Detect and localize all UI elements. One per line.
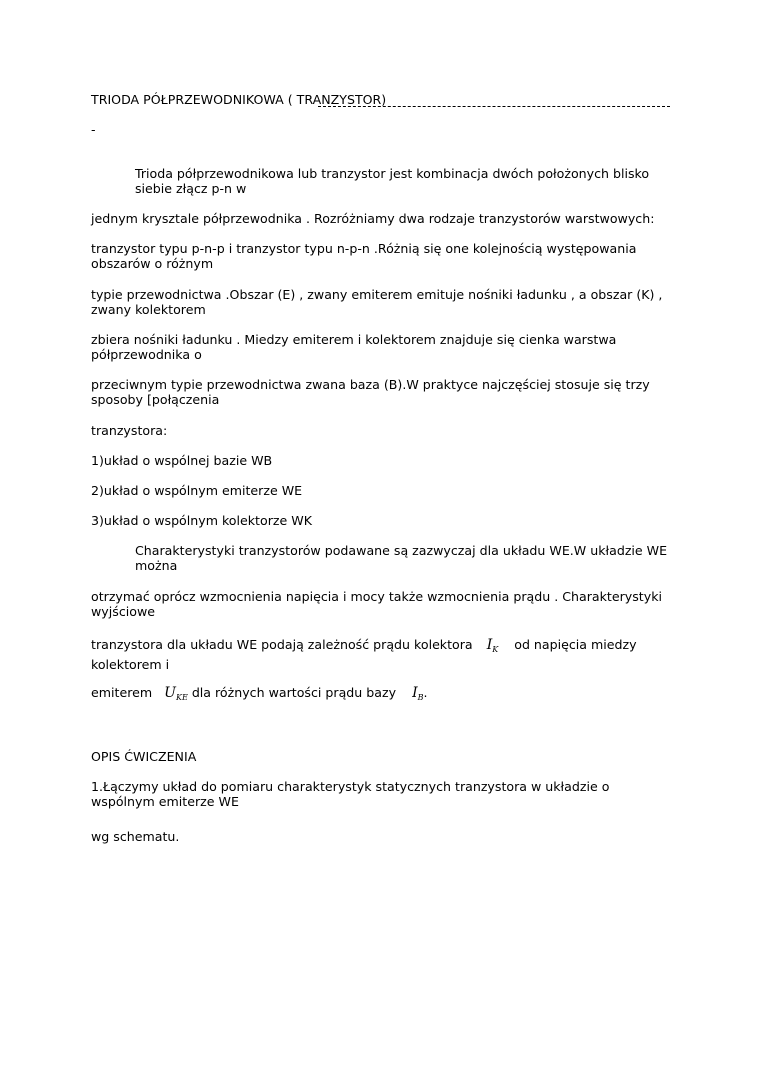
paragraph-line-4: typie przewodnictwa .Obszar (E) , zwany emiterem emituje nośniki ładunku , a obszar (K) , zwany kolektorem bbox=[91, 287, 663, 317]
paragraph-line-2: jednym krysztale półprzewodnika . Rozróżniamy dwa rodzaje tranzystorów warstwowych: bbox=[91, 211, 655, 226]
dash-tail: - bbox=[91, 122, 96, 137]
section-step-2: wg schematu. bbox=[91, 829, 180, 844]
line-11-text-a: emiterem bbox=[91, 685, 153, 700]
line-11-text-b: dla różnych wartości prądu bazy bbox=[191, 685, 397, 700]
paragraph-characteristics bbox=[91, 543, 671, 573]
uke-subscript: KE bbox=[175, 693, 188, 702]
line-10-text-a: tranzystora dla układu WE podają zależność prądu kolektora bbox=[91, 637, 473, 652]
paragraph-intro-text: Trioda półprzewodnikowa lub tranzystor jest kombinacja dwóch położonych blisko siebie złącz p-n w bbox=[135, 166, 650, 196]
formula-ib bbox=[412, 685, 423, 701]
formula-ik bbox=[487, 637, 499, 653]
ib-symbol: I bbox=[412, 685, 418, 701]
paragraph-line-10 bbox=[91, 637, 671, 672]
list-item-wb: 1)układ o wspólnej bazie WB bbox=[91, 453, 273, 468]
list-item-we: 2)układ o wspólnym emiterze WE bbox=[91, 483, 303, 498]
paragraph-line-6: przeciwnym typie przewodnictwa zwana baza (B).W praktyce najczęściej stosuje się trzy sposoby [połączenia bbox=[91, 377, 650, 407]
ib-subscript: B bbox=[417, 693, 424, 702]
paragraph-line-11 bbox=[91, 685, 671, 705]
paragraph-intro bbox=[91, 166, 671, 196]
document-title: TRIODA PÓŁPRZEWODNIKOWA ( TRANZYSTOR) bbox=[91, 92, 387, 107]
ik-subscript: K bbox=[492, 645, 499, 654]
section-step-1: 1.Łączymy układ do pomiaru charakterystyk statycznych tranzystora w układzie o wspólnym emiterze WE bbox=[91, 779, 610, 809]
section-heading: OPIS ĆWICZENIA bbox=[91, 749, 197, 764]
line-11-period: . bbox=[423, 685, 428, 700]
paragraph-line-5: zbiera nośniki ładunku . Miedzy emiterem i kolektorem znajduje się cienka warstwa półprzewodnika o bbox=[91, 332, 617, 362]
paragraph-line-3: tranzystor typu p-n-p i tranzystor typu n-p-n .Różnią się one kolejnością występowania obszarów o różnym bbox=[91, 241, 637, 271]
paragraph-line-7: tranzystora: bbox=[91, 423, 168, 438]
dashed-rule bbox=[318, 106, 670, 112]
list-item-wk: 3)układ o wspólnym kolektorze WK bbox=[91, 513, 312, 528]
ik-symbol: I bbox=[486, 637, 493, 653]
paragraph-line-9: otrzymać oprócz wzmocnienia napięcia i mocy także wzmocnienia prądu . Charakterystyki wyjściowe bbox=[91, 589, 662, 619]
paragraph-characteristics-text: Charakterystyki tranzystorów podawane są zazwyczaj dla układu WE.W układzie WE można bbox=[135, 543, 668, 573]
formula-uke bbox=[164, 685, 188, 701]
line-10-text-b: od napięcia miedzy kolektorem i bbox=[91, 637, 637, 672]
uke-symbol: U bbox=[164, 685, 176, 701]
